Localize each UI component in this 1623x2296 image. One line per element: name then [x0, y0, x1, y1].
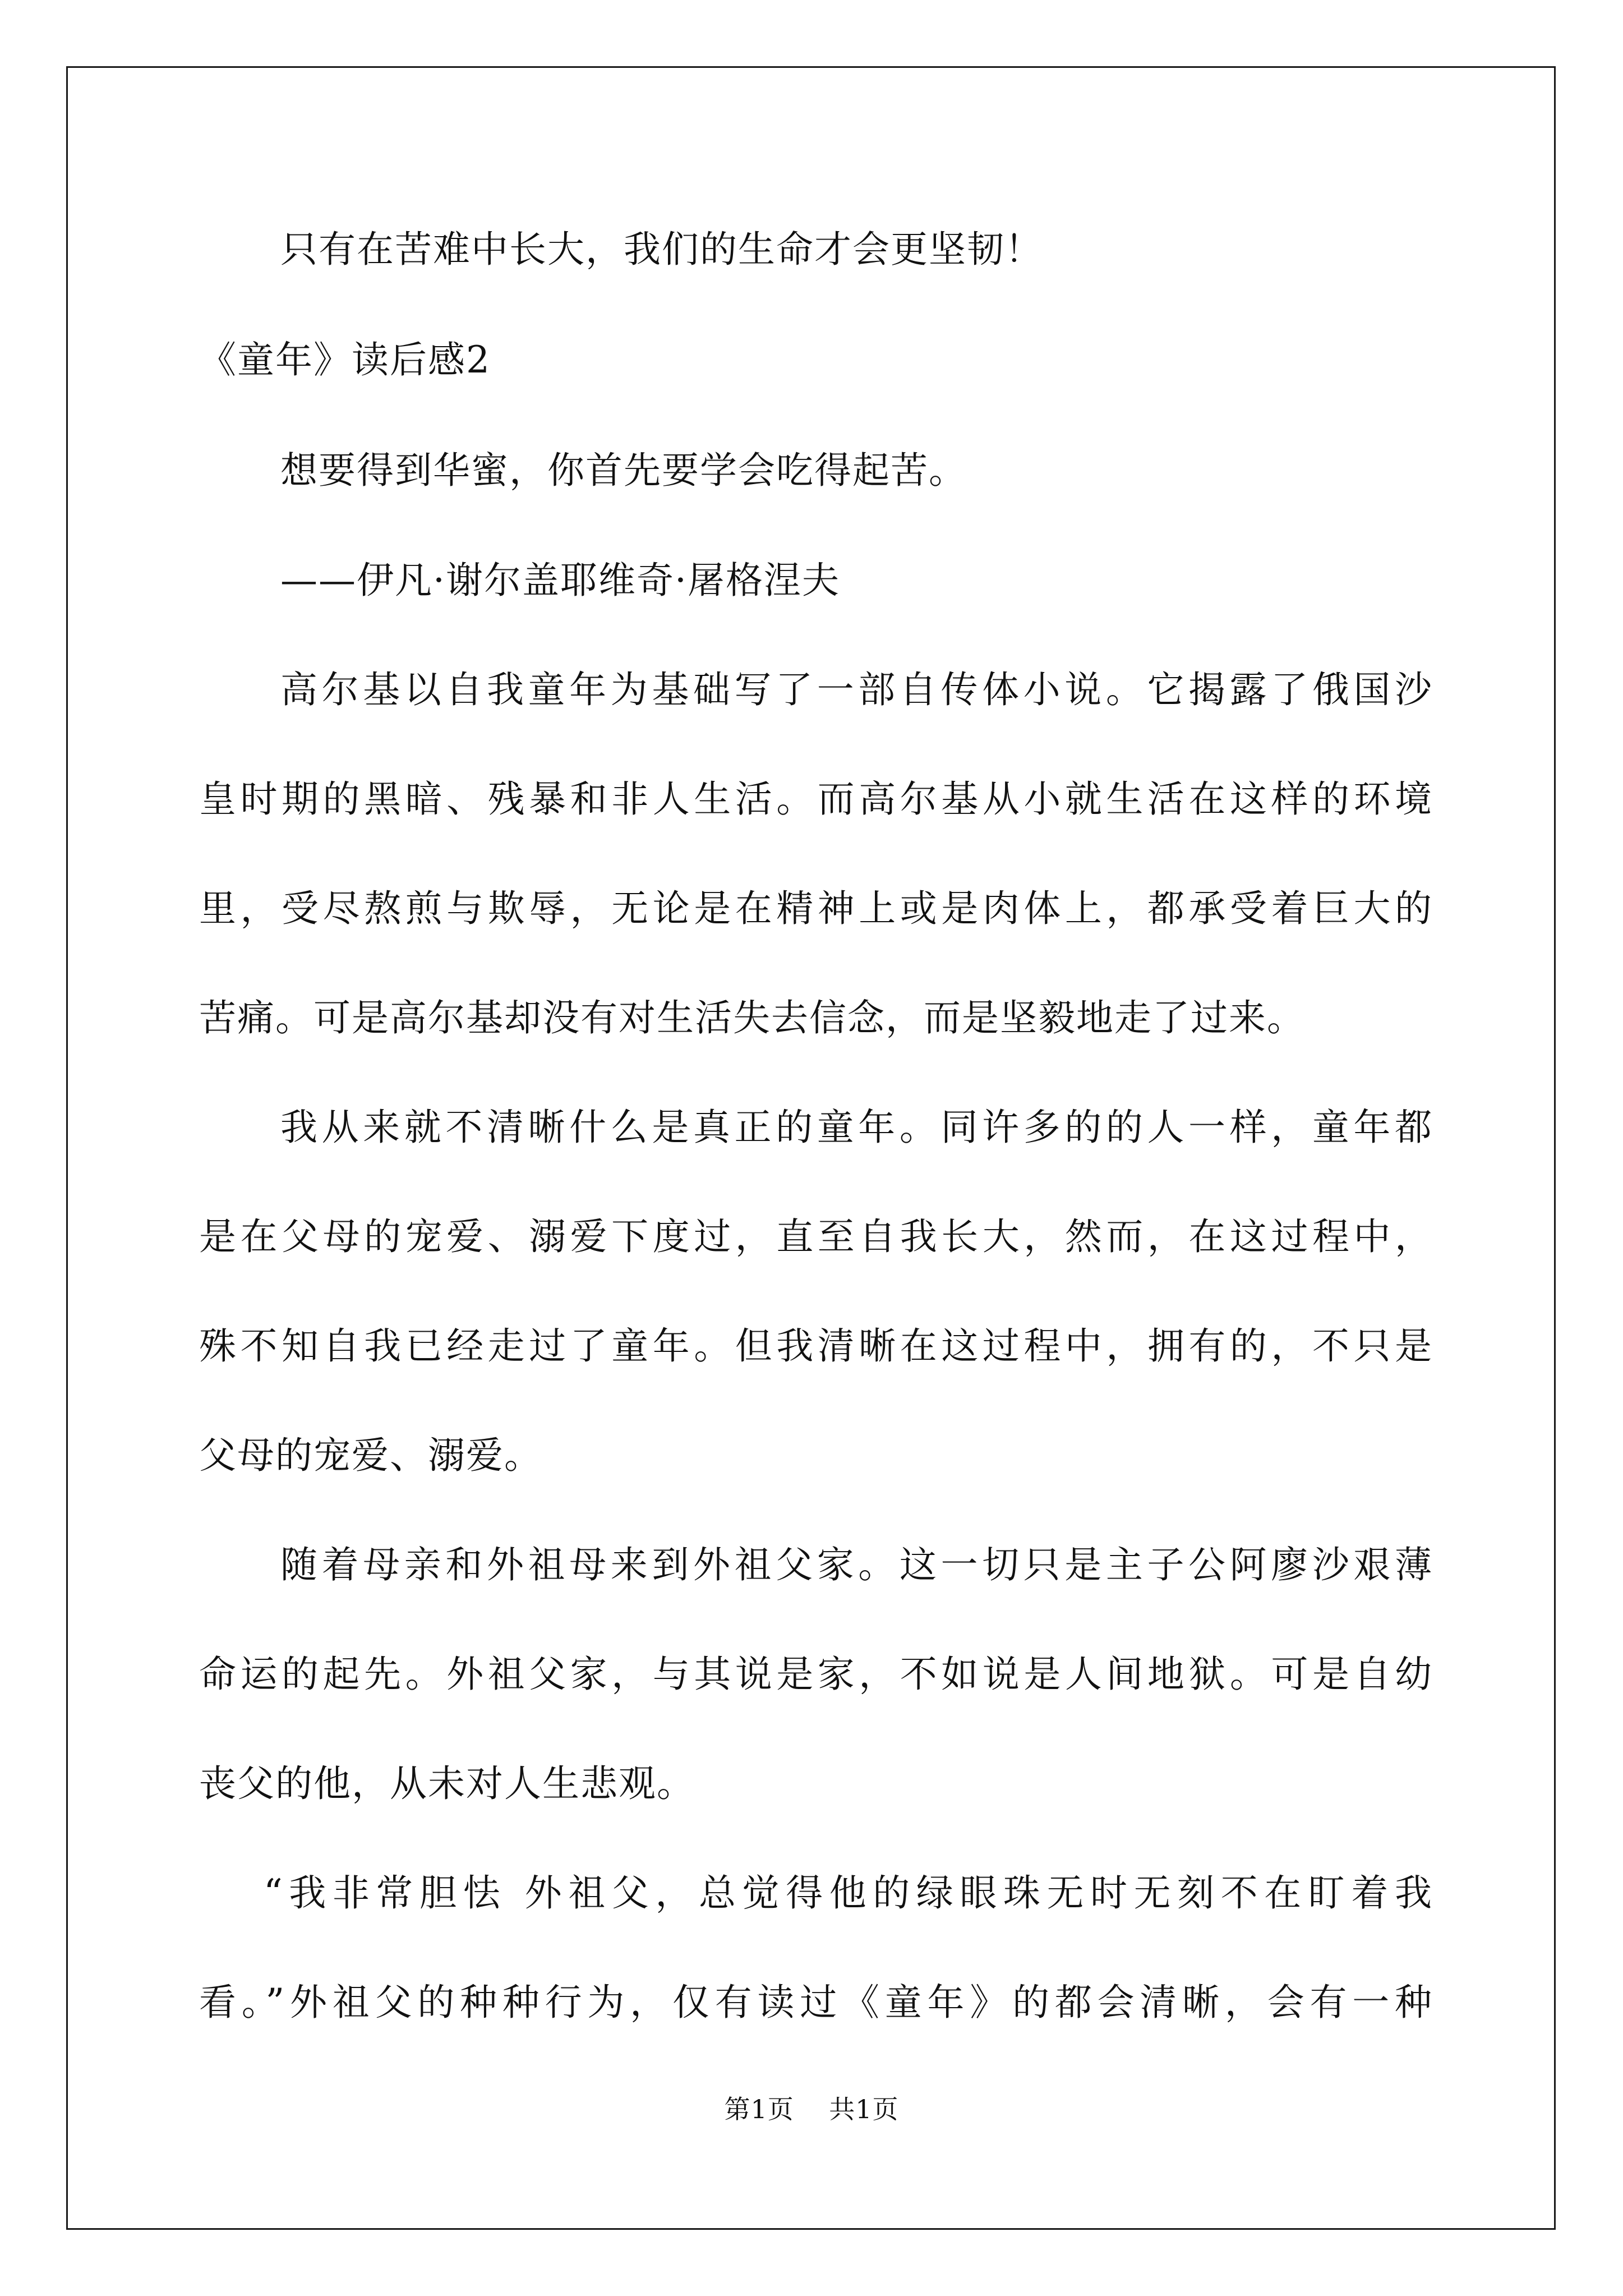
epigraph-author: ——伊凡·谢尔盖耶维奇·屠格涅夫 [280, 559, 840, 602]
page-footer [0, 2092, 1623, 2126]
paragraph-closing-line: 只有在苦难中长大，我们的生命才会更坚韧！ [280, 228, 1043, 271]
paragraph-1-line-2: 皇时期的黑暗、残暴和非人生活。而高尔基从小就生活在这样的环境 [199, 777, 1433, 821]
section-heading: 《童年》读后感2 [199, 338, 491, 381]
paragraph-1-line-3: 里，受尽熬煎与欺辱，无论是在精神上或是肉体上，都承受着巨大的 [199, 887, 1433, 930]
paragraph-3-line-3: 丧父的他，从未对人生悲观。 [199, 1762, 695, 1805]
paragraph-2-line-1: 我从来就不清晰什么是真正的童年。同许多的的人一样，童年都 [280, 1106, 1433, 1149]
paragraph-3-line-2: 命运的起先。外祖父家，与其说是家，不如说是人间地狱。可是自幼 [199, 1653, 1433, 1696]
paragraph-4-line-1: “我非常胆怯 外祖父，总觉得他的绿眼珠无时无刻不在盯着我 [264, 1871, 1433, 1915]
paragraph-1-line-4: 苦痛。可是高尔基却没有对生活失去信念，而是坚毅地走了过来。 [199, 996, 1305, 1039]
page-number: 第1页 [724, 2094, 794, 2124]
paragraph-4-line-2: 看。”外祖父的种种行为，仅有读过《童年》的都会清晰，会有一种 [199, 1981, 1433, 2024]
epigraph-quote: 想要得到华蜜，你首先要学会吃得起苦。 [280, 449, 967, 492]
paragraph-1-line-1: 高尔基以自我童年为基础写了一部自传体小说。它揭露了俄国沙 [280, 668, 1433, 711]
footer-spacer [794, 2094, 829, 2124]
page-total: 共1页 [829, 2094, 899, 2124]
paragraph-2-line-2: 是在父母的宠爱、溺爱下度过，直至自我长大，然而，在这过程中， [199, 1215, 1433, 1258]
paragraph-2-line-4: 父母的宠爱、溺爱。 [199, 1434, 542, 1477]
paragraph-2-line-3: 殊不知自我已经走过了童年。但我清晰在这过程中，拥有的，不只是 [199, 1324, 1433, 1368]
paragraph-3-line-1: 随着母亲和外祖母来到外祖父家。这一切只是主子公阿廖沙艰薄 [280, 1543, 1433, 1586]
